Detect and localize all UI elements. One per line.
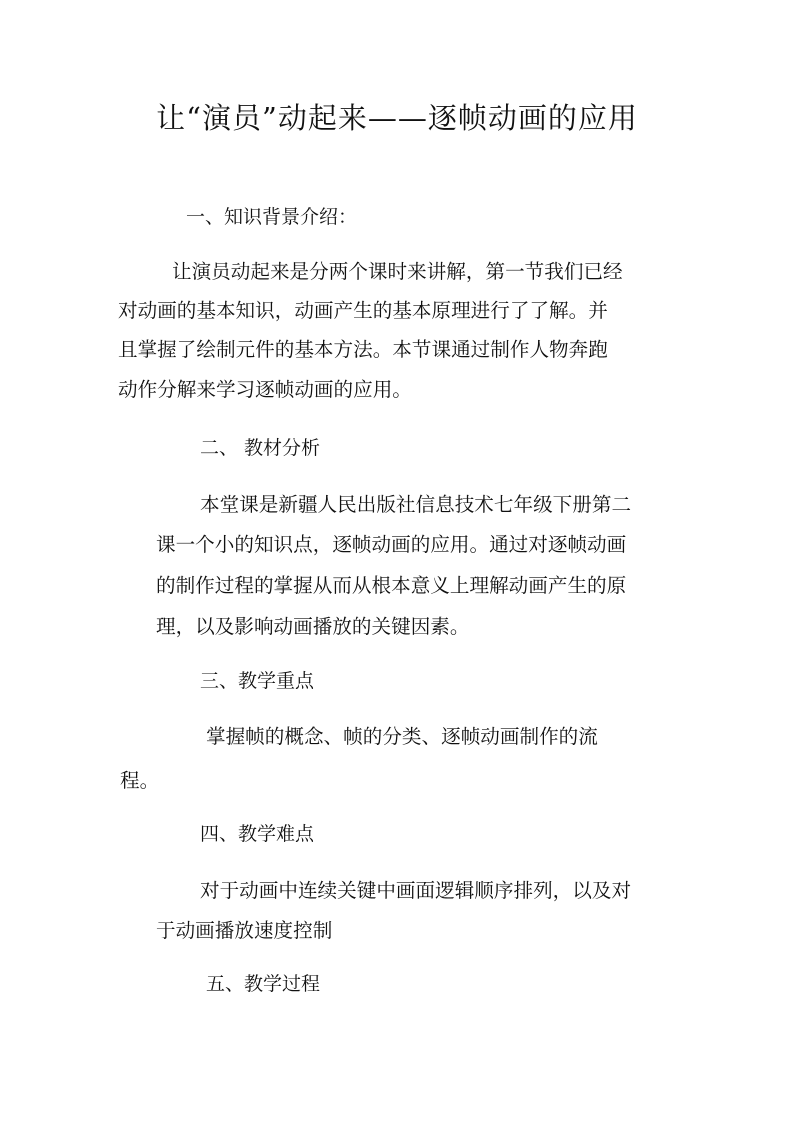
section-heading-background: 一、知识背景介绍： [186,206,358,228]
paragraph-line: 让演员动起来是分两个课时来讲解，第一节我们已经 [172,260,623,283]
document-title: 让“演员”动起来——逐帧动画的应用 [156,101,638,135]
paragraph-line: 动作分解来学习逐帧动画的应用。 [118,378,412,401]
paragraph-line: 对动画的基本知识，动画产生的基本原理进行了了解。并 [118,299,608,322]
section-heading-materials: 二、 教材分析 [200,437,321,459]
paragraph-line: 对于动画中连续关键中画面逻辑顺序排列，以及对 [200,879,632,902]
paragraph-line: 且掌握了绘制元件的基本方法。本节课通过制作人物奔跑 [118,338,608,361]
section-heading-difficulties: 四、教学难点 [200,823,315,845]
paragraph-line: 掌握帧的概念、帧的分类、逐帧动画制作的流 [206,725,598,748]
section-heading-key-points: 三、教学重点 [200,670,315,692]
paragraph-line: 的制作过程的掌握从而从根本意义上理解动画产生的原 [156,574,627,597]
paragraph-line: 程。 [120,769,160,792]
section-heading-process: 五、教学过程 [206,973,321,995]
paragraph-line: 课一个小的知识点，逐帧动画的应用。通过对逐帧动画 [156,533,627,556]
paragraph-line: 理，以及影响动画播放的关键因素。 [156,615,470,638]
paragraph-line: 于动画播放速度控制 [156,919,333,942]
paragraph-line: 本堂课是新疆人民出版社信息技术七年级下册第二 [200,493,632,516]
